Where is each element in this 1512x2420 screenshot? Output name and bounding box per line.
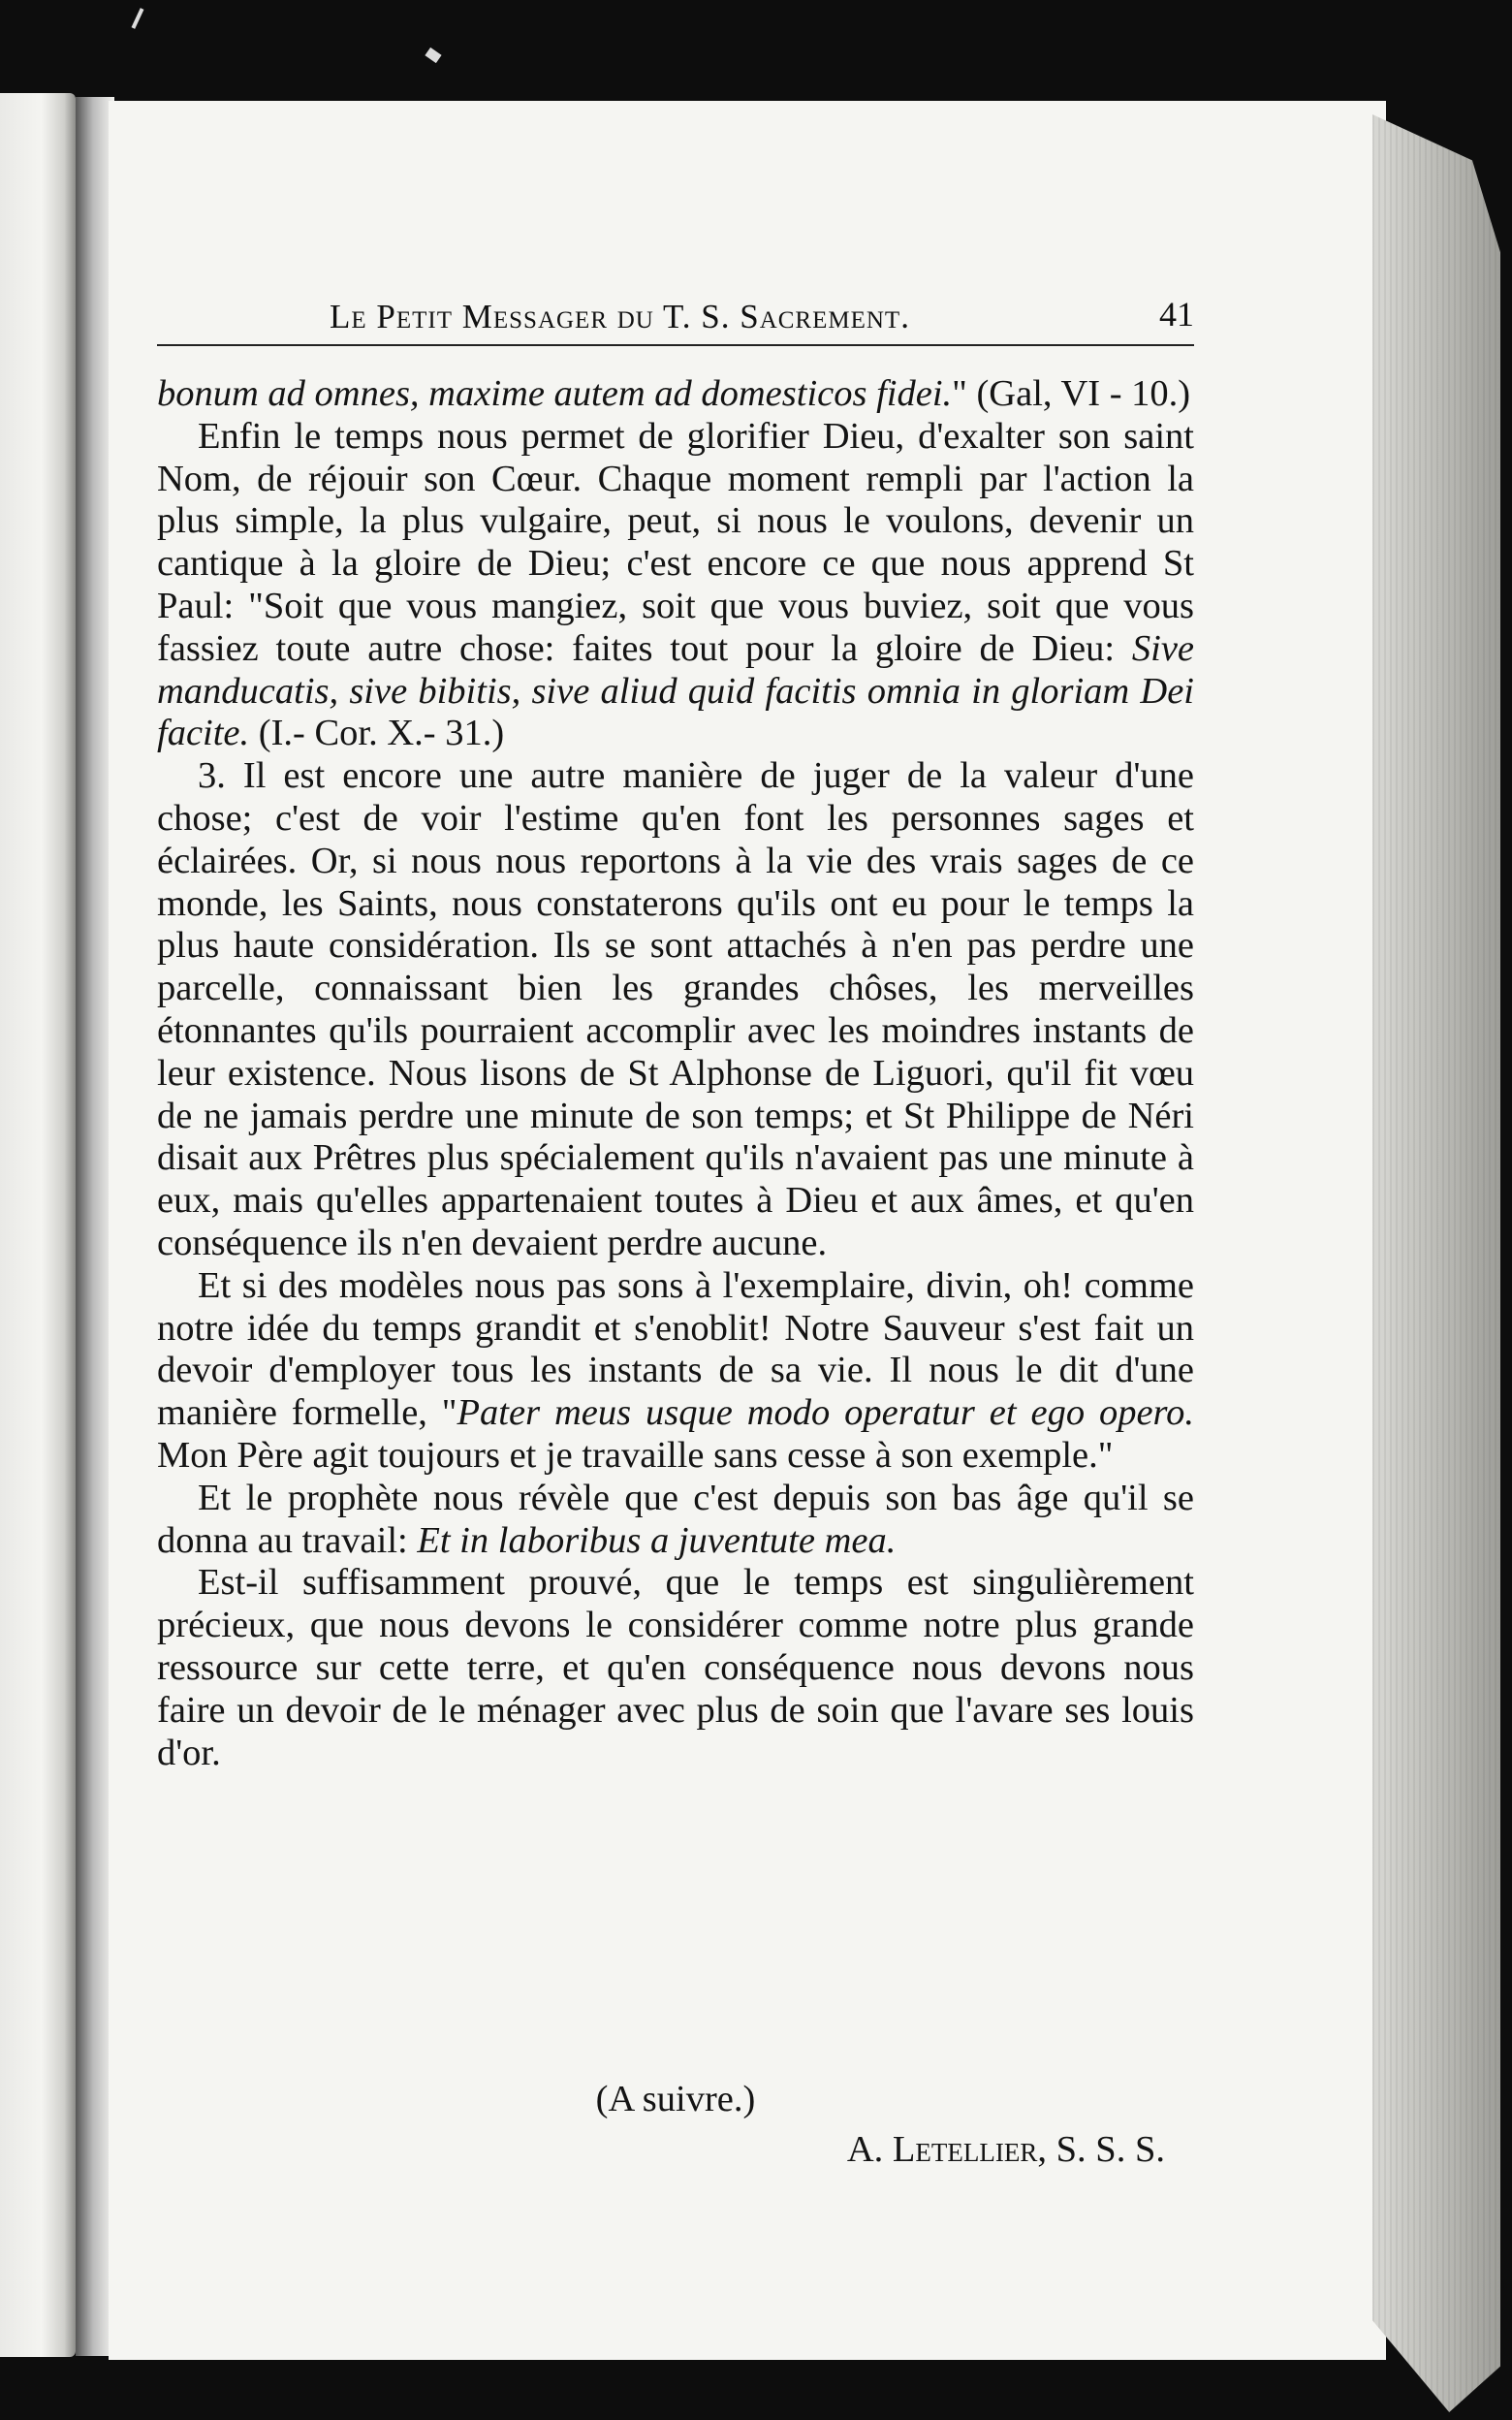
scan-speck <box>425 48 441 63</box>
header-rule <box>157 344 1194 346</box>
to-be-continued: (A suivre.) <box>595 2079 756 2119</box>
left-page-edge <box>0 93 76 2357</box>
citation: " (Gal, VI - 10.) <box>952 373 1191 414</box>
paragraph: Et si des modèles nous pas sons à l'exemplaire, divin, oh! comme notre idée du temps grandit et s'enoblit! Notre Sauveur s'est fait un devoir d'employer tous les instants de sa vie. Il nous le dit d'une manière formelle, "Pater meus usque modo operatur et ego opero. Mon Père agit toujours et je travaille sans cesse à son exemple." <box>157 1264 1194 1476</box>
paragraph <box>157 373 1194 416</box>
paragraph: Enfin le temps nous permet de glorifier Dieu, d'exalter son saint Nom, de réjouir son Cœur. Chaque moment rempli par l'action la plus simple, la plus vulgaire, peut, si nous le voulons, devenir un cantique à la gloire de Dieu; c'est encore ce que nous apprend St Paul: "Soit que vous mangiez, soit que vous buviez, soit que vous fassiez toute autre chose: faites tout pour la gloire de Dieu: Sive manducatis, sive bibitis, sive aliud quid facitis omnia in gloriam Dei facite. (I.- Cor. X.- 31.) <box>157 415 1194 754</box>
page-number: 41 <box>1159 295 1194 334</box>
paragraph: Et le prophète nous révèle que c'est depuis son bas âge qu'il se donna au travail: Et in laboribus a juventute mea. <box>157 1477 1194 1561</box>
paragraph: Est-il suffisamment prouvé, que le temps est singulièrement précieux, que nous devons le considérer comme notre plus grande ressource sur cette terre, et qu'en conséquence nous devons nous faire un devoir de le ménager avec plus de soin que l'avare ses louis d'or. <box>157 1562 1194 1773</box>
latin-quote: Sive manducatis, sive bibitis, sive aliud quid facitis omnia in gloriam Dei facite. <box>157 627 1194 754</box>
latin-quote: Et in laboribus a juventute mea. <box>417 1519 897 1561</box>
running-title: Le Petit Messager du T. S. Sacrement. <box>330 298 910 335</box>
page-fore-edge <box>1372 114 1500 2412</box>
latin-quote: bonum ad omnes, maxime autem ad domesticos fidei. <box>157 373 953 414</box>
latin-quote: Pater meus usque modo operatur et ego opero. <box>457 1392 1194 1434</box>
paragraph: 3. Il est encore une autre manière de juger de la valeur d'une chose; c'est de voir l'estime qu'en font les personnes sages et éclairées. Or, si nous nous reportons à la vie des vrais sages de ce monde, les Saints, nous constaterons qu'ils ont eu pour le temps la plus haute considération. Ils se sont attachés à n'en pas perdre une parcelle, connaissant bien les grandes chôses, les merveilles étonnantes qu'ils pourraient accomplir avec les moindres instants de leur existence. Nous lisons de St Alphonse de Liguori, qu'il fit vœu de ne jamais perdre une minute de son temps; et St Philippe de Néri disait aux Prêtres plus spécialement qu'ils n'avaient pas une minute à eux, mais qu'elles appartenaient toutes à Dieu et aux âmes, et qu'en conséquence ils n'en devaient perdre aucune. <box>157 755 1194 1263</box>
citation: (I.- Cor. X.- 31.) <box>249 713 505 754</box>
body-text <box>157 373 1194 1774</box>
scan-speck <box>132 8 144 29</box>
author-signature: A. Letellier, S. S. S. <box>846 2129 1165 2170</box>
running-header <box>157 288 1194 346</box>
